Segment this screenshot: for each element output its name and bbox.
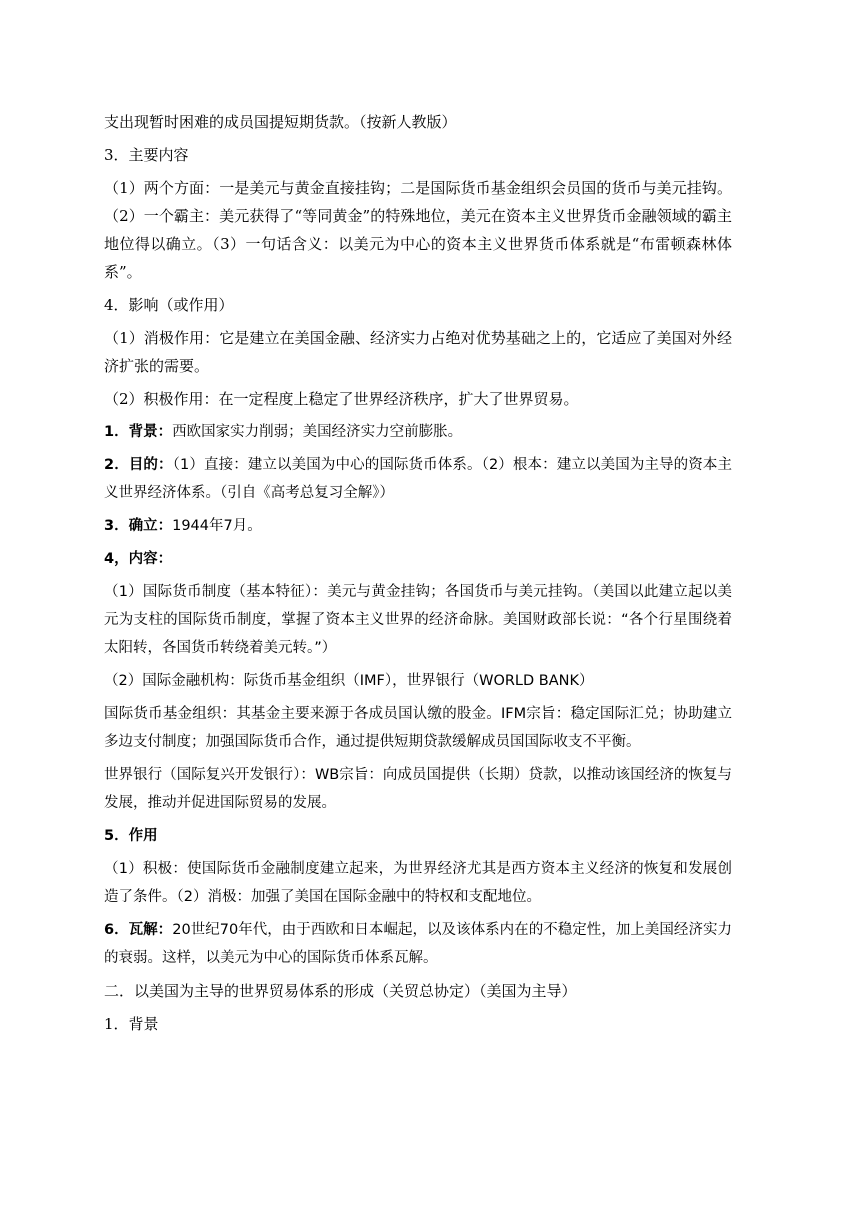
section-established: [104, 512, 732, 540]
content-item-world-bank: 世界银行（国际复兴开发银行）：WB宗旨：向成员国提供（长期）贷款，以推动该国经济的恢复与发展，推动并促进国际贸易的发展。: [104, 767, 732, 811]
section-content-label: 4，内容：: [104, 551, 173, 567]
content-item-imf: 国际货币基金组织：其基金主要来源于各成员国认缴的股金。IFM宗旨：稳定国际汇兑；协助建立多边支付制度；加强国际货币合作，通过提供短期贷款缓解成员国国际收支不平衡。: [104, 706, 732, 750]
heading-main-content: 3．主要内容: [104, 146, 189, 164]
section-purpose-text: （1）直接：建立以美国为中心的国际货币体系。（2）根本：建立以美国为主导的资本主义世界经济体系。（引自《高考总复习全解》）: [104, 457, 732, 501]
heading-trade-system: 二．以美国为主导的世界贸易体系的形成（关贸总协定）（美国为主导）: [104, 982, 577, 1000]
heading-trade-background: 1．背景: [104, 1015, 159, 1033]
content-item-monetary-system: （1）国际货币制度（基本特征）：美元与黄金挂钩；各国货币与美元挂钩。（美国以此建立起以美元为支柱的国际货币制度，掌握了资本主义世界的经济命脉。美国财政部长说：“各个行星围绕着太阳转，各国货币转绕着美元转。”）: [104, 584, 732, 656]
section-background: [104, 418, 732, 446]
section-collapse-label: 6．瓦解：: [104, 922, 173, 938]
section-purpose: [104, 451, 732, 507]
paragraph-main-content: （1）两个方面：一是美元与黄金直接挂钩；二是国际货币基金组织会员国的货币与美元挂钩。（2）一个霸主：美元获得了“等同黄金”的特殊地位，美元在资本主义世界货币金融领域的霸主地位得以确立。（3）一句话含义：以美元为中心的资本主义世界货币体系就是“布雷顿森林体系”。: [104, 179, 732, 281]
paragraph-negative-effect: （1）消极作用：它是建立在美国金融、经济实力占绝对优势基础之上的，它适应了美国对外经济扩张的需要。: [104, 329, 732, 375]
section-function-text: （1）积极：使国际货币金融制度建立起来，为世界经济尤其是西方资本主义经济的恢复和发展创造了条件。（2）消极：加强了美国在国际金融中的特权和支配地位。: [104, 861, 732, 905]
section-established-label: 3．确立：: [104, 518, 173, 534]
section-background-text: 西欧国家实力削弱；美国经济实力空前膨胀。: [172, 424, 463, 440]
section-function-label: 5．作用: [104, 828, 158, 844]
section-collapse-text: 20世纪70年代，由于西欧和日本崛起，以及该体系内在的不稳定性，加上美国经济实力的衰弱。这样，以美元为中心的国际货币体系瓦解。: [104, 922, 732, 966]
heading-impact: 4．影响（或作用）: [104, 296, 234, 314]
content-item-institutions: （2）国际金融机构：际货币基金组织（IMF），世界银行（WORLD BANK）: [104, 673, 594, 689]
document-page: [104, 108, 732, 1043]
paragraph-loan-note: 支出现暂时困难的成员国提短期货款。（按新人教版）: [104, 113, 457, 131]
section-collapse: [104, 916, 732, 972]
section-background-label: 1．背景：: [104, 424, 173, 440]
section-established-text: 1944年7月。: [172, 518, 262, 534]
paragraph-positive-effect: （2）积极作用：在一定程度上稳定了世界经济秩序，扩大了世界贸易。: [104, 390, 579, 408]
section-purpose-label: 2．目的：: [104, 457, 173, 473]
